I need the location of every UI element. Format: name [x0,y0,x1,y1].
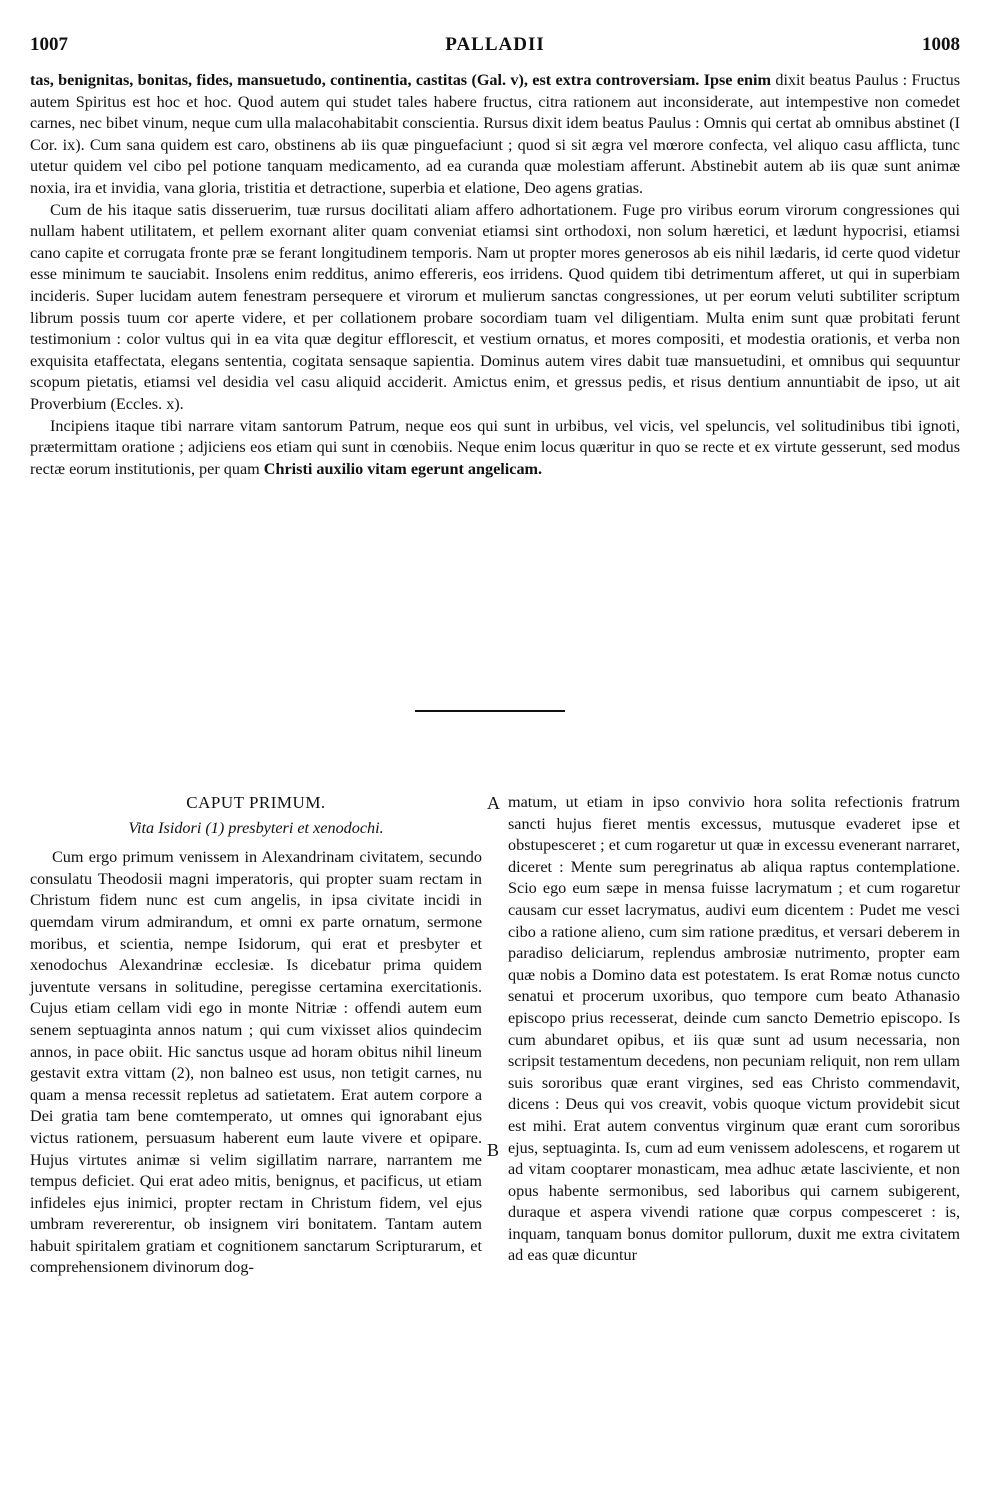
chapter-subtitle: Vita Isidori (1) presbyteri et xenodochi. [128,818,384,837]
paragraph-3-closing: Christi auxilio vitam egerunt angelicam. [263,459,543,478]
paragraph-1-opening: tas, benignitas, bonitas, fides, mansuetudo, continentia, castitas (Gal. v), est extra controversiam. Ipse enim [30,71,771,89]
paragraph-1 [30,70,960,200]
page-number-left: 1007 [30,34,68,55]
margin-marker-a: A [487,793,500,813]
paragraph-3 [30,416,960,481]
margin-marker-b: B [487,1140,500,1160]
paragraph-2: Cum de his itaque satis disseruerim, tuæ rursus docilitati aliam affero adhortationem. Fuge pro viribus eorum virorum congressiones qui nullam habent utilitatem, et pellem exornant aliter quam conveniat etiamsi sint orthodoxi, non solum hæretici, et lædunt hypocrisi, etiamsi cano capite et corrugata fronte præ se ferant longitudinem temporis. Nam ut propter mores generosos ab eis nihil lædaris, id certe quod videtur esse minimum te sauciabit. Insolens enim redditus, animo effereris, eos irridens. Quod quidem tibi detrimentum afferet, ut qui in superbiam incideris. Super lucidam autem fenestram persequere et virorum et mulierum sanctas congressiones, ut per eorum veluti subtiliter scriptum librum possis tuum cor aperte videre, et per collationem probare socordiam tuam vel diligentiam. Multa enim sunt quæ probitati ferunt testimonium : color vultus qui in ea vita quæ degitur efflorescit, et vestium ornatus, et mores compositi, et modestia orationis, et verba non exquisita etaffectata, elegans sententia, cogitata sensaque sapientia. Dominus autem vires dabit tuæ mansuetudini, et omnibus qui sequuntur scopum pietatis, etiamsi vel desidia vel casu aliquid acciderit. Amictus enim, et gressus pedis, et risus dentium annuntiabit de ipso, ut ait Proverbium (Eccles. x). [30,200,960,413]
paragraph-3-body: Incipiens itaque tibi narrare vitam santorum Patrum, neque eos qui sunt in urbibus, vel vicis, vel speluncis, vel solitudinibus tibi ignoti, prætermittam oratione ; adjiciens eos etiam qui sunt in cœnobiis. Neque enim locus quæritur in quo se recte et ex virtute gesserunt, sed modus rectæ eorum institutionis, per quam [30,416,960,478]
right-column [508,792,960,1267]
chapter-title: CAPUT PRIMUM. [186,793,326,812]
left-column [30,792,482,1279]
left-column-text: Cum ergo primum venissem in Alexandrinam civitatem, secundo consulatu Theodosii magni imperatoris, qui propter suam rectam in Christum fidem nunc est cum angelis, in ipsa civitate incidi in quemdam virum admirandum, et omni ex parte ornatum, sermone moribus, et scientia, nempe Isidorum, qui erat et presbyter et xenodochus Alexandrinæ ecclesiæ. Is dicebatur prima quidem juventute versans in solitudine, peregisse certamina exercitationis. Cujus etiam cellam vidi ego in monte Nitriæ : offendi autem eum senem septuaginta annos natum ; qui cum vixisset alios quindecim annos, in pace obiit. Hic sanctus usque ad horam obitus nihil lineum gestavit extra vittam (2), non balneo est usus, non tetigit carnes, nu quam a mensa recessit repletus ad satietatem. Erat autem corpore a Dei gratia tam bene comtemperato, ut omnes qui ignorabant ejus victus rationem, persuasum haberent eum laute vivere et opipare. Hujus virtutes animæ si velim sigillatim narrare, narrantem me tempus deficiet. Qui erat adeo mitis, benignus, et pacificus, ut etiam infideles ejus inimici, propter rectam in Christum fidem, vel ejus umbram revererentur, ob insignem viri bonitatem. Tantam autem habuit spiritalem gratiam et cognitionem sanctarum Scripturarum, et comprehensionem divinorum dog- [30,848,482,1277]
page-number-right: 1008 [922,34,960,55]
running-title: PALLADII [445,34,545,55]
running-header [30,34,960,58]
right-column-text: matum, ut etiam in ipso convivio hora solita refectionis fratrum sancti hujus fieret mentis excessus, mutusque evaderet ipse et obstupesceret ; et cum rogaretur ut quæ in excessu evenerant narraret, diceret : Mente sum peregrinatus ab aliqua raptus contemplatione. Scio ego eum sæpe in mensa fuisse lacrymatum ; et cum rogaretur causam cur esset lacrymatus, audivi eum dicentem : Pudet me vesci cibo a ratione alieno, cum sim ratione præditus, et versari deberem in paradiso deliciarum, replendus ambrosiæ nutrimento, propter eam quæ nobis a Domino data est potestatem. Is erat Romæ notus cuncto senatui et procerum uxoribus, quo tempore cum beato Athanasio episcopo prius recesserat, deinde cum sancto Demetrio episcopo. Is cum abundaret opibus, et iis quæ sunt ad usum necessaria, non scripsit testamentum decedens, non pecuniam reliquit, non rem ullam suis sororibus quæ erant virgines, sed eas Christo commendavit, dicens : Deus qui vos creavit, vobis quoque victum providebit sicut est mihi. Erat autem conventus virginum quæ erant cum sororibus ejus, septuaginta. Is, cum ad eum venissem adolescens, et rogarem ut ad vitam cooptarer monasticam, mea adhuc ætate lasciviente, et non opus habente sermonibus, sed laboribus qui carnem subigerent, duraque et aspera vivendi ratione quæ corpus compesceret : is, inquam, tanquam bonus domitor pullorum, duxit me extra civitatem ad eas quæ dicuntur [508,793,960,1265]
paragraph-1-body: dixit beatus Paulus : Fructus autem Spiritus est hoc et hoc. Quod autem qui studet tales habere fructus, citra rationem aut inconsiderate, aut intempestive non comedet carnes, nec bibet vinum, neque cum ulla malacohabitabit conscientia. Rursus dixit idem beatus Paulus : Omnis qui certat ab omnibus abstinet (I Cor. ix). Cum sana quidem est caro, obstinens ab iis quæ pinguefaciunt ; quod si sit ægra vel mœrore confecta, vel aliquo casu afflicta, tunc utetur quidem vel cibo pel potione tanquam medicamento, ad ea curanda quæ molestiam afferunt. Abstinebit autem ab iis quæ sunt animæ noxia, ira et invidia, vana gloria, tristitia et detractione, superbia et elatione, Deo agens gratias. [30,71,961,197]
top-text-block [30,70,960,480]
section-divider [415,710,565,712]
